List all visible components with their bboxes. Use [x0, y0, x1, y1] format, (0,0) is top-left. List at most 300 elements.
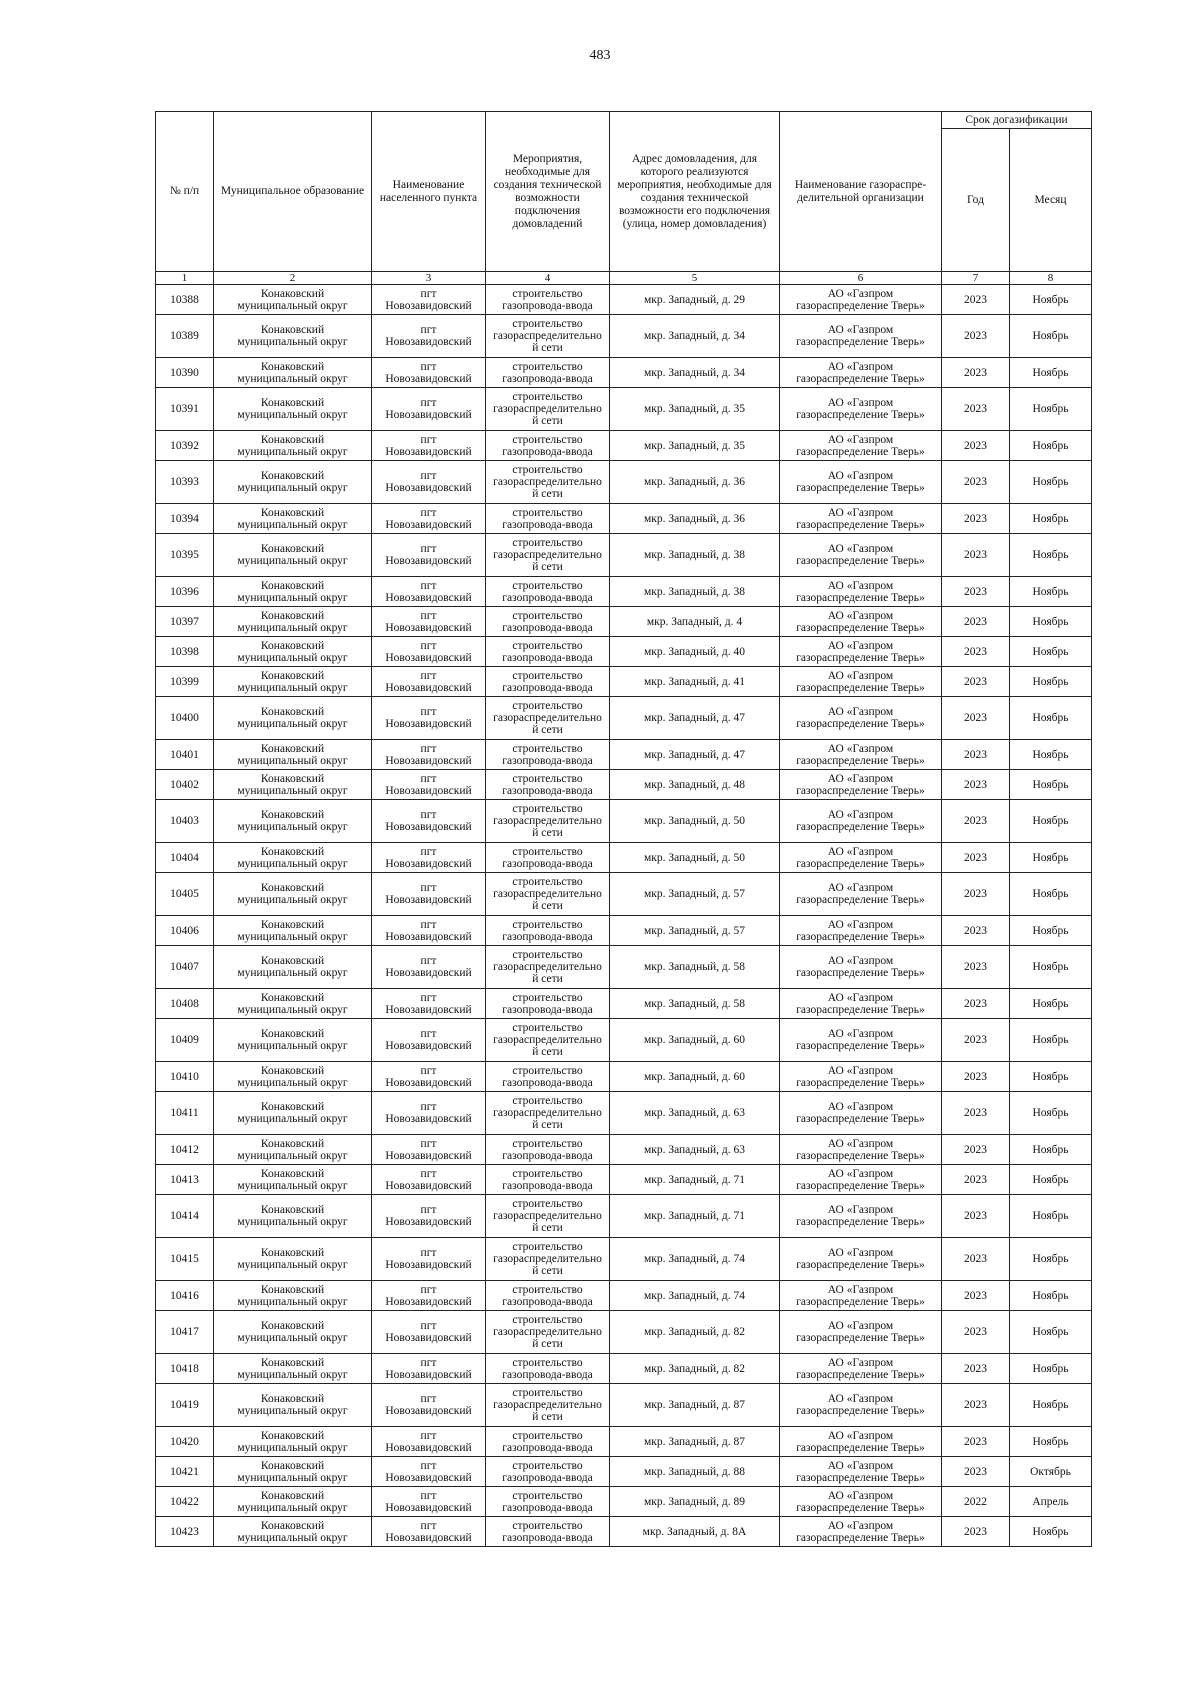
cell-settlement — [372, 697, 486, 740]
cell-measure-line: й сети — [532, 1265, 563, 1277]
cell-organization-line: газораспределение Тверь» — [796, 336, 925, 348]
cell-year: 2023 — [942, 1062, 1010, 1092]
cell-measure-line: газопровода-ввода — [502, 1501, 593, 1514]
cell-municipality-line: Конаковский — [260, 955, 325, 967]
cell-year: 2023 — [942, 1135, 1010, 1165]
cell-municipality — [214, 873, 372, 916]
cell-year: 2023 — [942, 1354, 1010, 1384]
table-row — [156, 989, 1092, 1019]
cell-settlement-line: пгт — [420, 845, 437, 858]
cell-settlement — [372, 1165, 486, 1195]
cell-settlement-line: Новозавидовский — [385, 591, 472, 604]
cell-num: 10419 — [156, 1384, 214, 1427]
cell-measure-line: газопровода-ввода — [502, 857, 593, 870]
cell-municipality-line: муниципальный округ — [237, 482, 348, 494]
cell-month: Ноябрь — [1010, 285, 1092, 315]
cell-num: 10395 — [156, 534, 214, 577]
cell-measure-line: строительство — [512, 1167, 583, 1180]
cell-month: Ноябрь — [1010, 504, 1092, 534]
cell-municipality-line: Конаковский — [260, 397, 325, 409]
cell-settlement — [372, 1019, 486, 1062]
cell-year: 2023 — [942, 1019, 1010, 1062]
cell-measure — [486, 989, 610, 1019]
cell-organization-line: газораспределение Тверь» — [796, 1259, 925, 1271]
cell-municipality-line: муниципальный округ — [237, 445, 348, 458]
cell-settlement — [372, 358, 486, 388]
cell-measure-line: газопровода-ввода — [502, 621, 593, 634]
cell-measure — [486, 740, 610, 770]
cell-settlement — [372, 1238, 486, 1281]
cell-organization-line: газораспределение Тверь» — [796, 651, 925, 664]
cell-municipality-line: муниципальный округ — [237, 372, 348, 385]
cell-municipality-line: Конаковский — [260, 1101, 325, 1113]
cell-municipality — [214, 1487, 372, 1517]
cell-municipality-line: муниципальный округ — [237, 336, 348, 348]
cell-settlement — [372, 1487, 486, 1517]
cell-organization-line: газораспределение Тверь» — [796, 1216, 925, 1228]
cell-measure — [486, 697, 610, 740]
cell-num: 10399 — [156, 667, 214, 697]
cell-organization-line: газораспределение Тверь» — [796, 754, 925, 767]
cell-measure — [486, 1135, 610, 1165]
column-number: 8 — [1010, 272, 1092, 285]
cell-measure-line: й сети — [532, 1411, 563, 1423]
cell-municipality-line: Конаковский — [260, 742, 325, 755]
cell-settlement-line: Новозавидовский — [385, 1040, 472, 1052]
cell-month: Ноябрь — [1010, 1019, 1092, 1062]
cell-organization — [780, 285, 942, 315]
cell-month: Ноябрь — [1010, 1165, 1092, 1195]
cell-measure — [486, 1311, 610, 1354]
cell-municipality-line: Конаковский — [260, 772, 325, 785]
cell-num: 10391 — [156, 388, 214, 431]
cell-measure-line: газораспределительно — [493, 1326, 602, 1338]
cell-organization-line: газораспределение Тверь» — [796, 299, 925, 312]
cell-address: мкр. Западный, д. 47 — [610, 697, 780, 740]
cell-municipality-line: муниципальный округ — [237, 1332, 348, 1344]
cell-organization-line: газораспределение Тверь» — [796, 372, 925, 385]
cell-settlement-line: пгт — [420, 669, 437, 682]
cell-settlement-line: пгт — [420, 1489, 437, 1502]
cell-municipality-line: Конаковский — [260, 991, 325, 1004]
cell-year: 2023 — [942, 388, 1010, 431]
cell-organization-line: газораспределение Тверь» — [796, 1295, 925, 1308]
cell-organization-line: АО «Газпром — [827, 543, 894, 555]
cell-num: 10390 — [156, 358, 214, 388]
cell-measure-line: газораспределительно — [493, 961, 602, 973]
cell-municipality-line: муниципальный округ — [237, 1040, 348, 1052]
cell-year: 2023 — [942, 800, 1010, 843]
cell-organization-line: АО «Газпром — [827, 360, 894, 373]
cell-settlement-line: Новозавидовский — [385, 1216, 472, 1228]
cell-address: мкр. Западный, д. 74 — [610, 1281, 780, 1311]
cell-month: Ноябрь — [1010, 1517, 1092, 1547]
cell-organization — [780, 607, 942, 637]
cell-organization-line: газораспределение Тверь» — [796, 1179, 925, 1192]
cell-settlement — [372, 388, 486, 431]
page-number: 483 — [589, 48, 611, 63]
cell-settlement-line: Новозавидовский — [385, 754, 472, 767]
cell-measure — [486, 504, 610, 534]
cell-settlement-line: Новозавидовский — [385, 967, 472, 979]
cell-measure-line: газопровода-ввода — [502, 1149, 593, 1162]
cell-measure-line: строительство — [512, 639, 583, 652]
cell-municipality — [214, 315, 372, 358]
cell-municipality — [214, 1165, 372, 1195]
cell-settlement-line: пгт — [420, 324, 437, 336]
cell-measure — [486, 1165, 610, 1195]
cell-measure-line: строительство — [512, 1314, 583, 1326]
cell-municipality-line: муниципальный округ — [237, 857, 348, 870]
cell-organization-line: АО «Газпром — [827, 845, 894, 858]
cell-municipality-line: Конаковский — [260, 639, 325, 652]
cell-num: 10389 — [156, 315, 214, 358]
cell-municipality-line: муниципальный округ — [237, 1259, 348, 1271]
cell-settlement-line: Новозавидовский — [385, 821, 472, 833]
cell-settlement-line: пгт — [420, 609, 437, 622]
cell-settlement-line: Новозавидовский — [385, 445, 472, 458]
cell-address: мкр. Западный, д. 36 — [610, 461, 780, 504]
cell-measure — [486, 358, 610, 388]
cell-organization-line: АО «Газпром — [827, 918, 894, 931]
cell-municipality — [214, 1281, 372, 1311]
cell-settlement-line: Новозавидовский — [385, 1332, 472, 1344]
cell-settlement-line: пгт — [420, 360, 437, 373]
cell-month: Ноябрь — [1010, 1062, 1092, 1092]
cell-municipality — [214, 1195, 372, 1238]
cell-settlement — [372, 1281, 486, 1311]
cell-month: Октябрь — [1010, 1457, 1092, 1487]
cell-municipality-line: Конаковский — [260, 360, 325, 373]
table-row — [156, 1457, 1092, 1487]
cell-month: Ноябрь — [1010, 1354, 1092, 1384]
cell-num: 10404 — [156, 843, 214, 873]
cell-settlement-line: Новозавидовский — [385, 784, 472, 797]
cell-municipality — [214, 770, 372, 800]
cell-measure — [486, 1354, 610, 1384]
cell-num: 10396 — [156, 577, 214, 607]
cell-settlement-line: пгт — [420, 1167, 437, 1180]
cell-measure-line: строительство — [512, 1459, 583, 1472]
cell-organization-line: газораспределение Тверь» — [796, 1531, 925, 1544]
cell-measure-line: й сети — [532, 488, 563, 500]
cell-settlement-line: пгт — [420, 1459, 437, 1472]
table-body — [156, 285, 1092, 1547]
cell-municipality-line: Конаковский — [260, 1356, 325, 1369]
column-number: 7 — [942, 272, 1010, 285]
cell-organization — [780, 388, 942, 431]
cell-year: 2023 — [942, 1457, 1010, 1487]
cell-municipality-line: муниципальный округ — [237, 1076, 348, 1089]
cell-month: Ноябрь — [1010, 989, 1092, 1019]
cell-municipality-line: Конаковский — [260, 1167, 325, 1180]
cell-organization-line: АО «Газпром — [827, 470, 894, 482]
cell-num: 10416 — [156, 1281, 214, 1311]
cell-settlement-line: Новозавидовский — [385, 894, 472, 906]
cell-settlement-line: пгт — [420, 1356, 437, 1369]
cell-measure-line: газопровода-ввода — [502, 445, 593, 458]
cell-organization — [780, 315, 942, 358]
cell-organization-line: АО «Газпром — [827, 639, 894, 652]
cell-month: Ноябрь — [1010, 740, 1092, 770]
cell-organization-line: АО «Газпром — [827, 579, 894, 592]
cell-measure — [486, 388, 610, 431]
cell-settlement-line: пгт — [420, 1283, 437, 1296]
cell-measure-line: строительство — [512, 537, 583, 549]
cell-municipality — [214, 637, 372, 667]
cell-municipality — [214, 1427, 372, 1457]
cell-year: 2023 — [942, 1427, 1010, 1457]
cell-organization — [780, 1427, 942, 1457]
cell-municipality — [214, 1384, 372, 1427]
cell-year: 2023 — [942, 916, 1010, 946]
cell-organization — [780, 1311, 942, 1354]
cell-measure-line: газопровода-ввода — [502, 591, 593, 604]
cell-municipality-line: муниципальный округ — [237, 555, 348, 567]
cell-num: 10411 — [156, 1092, 214, 1135]
cell-organization-line: АО «Газпром — [827, 1283, 894, 1296]
cell-organization — [780, 1354, 942, 1384]
cell-measure-line: строительство — [512, 287, 583, 300]
cell-month: Ноябрь — [1010, 577, 1092, 607]
cell-measure-line: строительство — [512, 433, 583, 446]
cell-measure-line: й сети — [532, 342, 563, 354]
cell-num: 10398 — [156, 637, 214, 667]
cell-organization-line: АО «Газпром — [827, 1489, 894, 1502]
cell-year: 2023 — [942, 358, 1010, 388]
cell-organization-line: газораспределение Тверь» — [796, 894, 925, 906]
cell-settlement-line: пгт — [420, 1028, 437, 1040]
cell-measure-line: газопровода-ввода — [502, 299, 593, 312]
cell-settlement-line: пгт — [420, 1429, 437, 1442]
header-month: Месяц — [1010, 129, 1092, 272]
cell-num: 10408 — [156, 989, 214, 1019]
cell-organization — [780, 1019, 942, 1062]
cell-measure — [486, 1019, 610, 1062]
cell-year: 2023 — [942, 1311, 1010, 1354]
cell-settlement-line: пгт — [420, 639, 437, 652]
cell-municipality-line: муниципальный округ — [237, 1179, 348, 1192]
cell-organization — [780, 1517, 942, 1547]
cell-organization — [780, 740, 942, 770]
cell-settlement-line: пгт — [420, 1137, 437, 1150]
cell-measure — [486, 1238, 610, 1281]
cell-organization-line: АО «Газпром — [827, 809, 894, 821]
cell-num: 10393 — [156, 461, 214, 504]
cell-address: мкр. Западный, д. 89 — [610, 1487, 780, 1517]
cell-municipality-line: муниципальный округ — [237, 621, 348, 634]
cell-settlement-line: пгт — [420, 1101, 437, 1113]
table-row — [156, 740, 1092, 770]
table-row — [156, 315, 1092, 358]
table-row — [156, 1354, 1092, 1384]
cell-measure-line: строительство — [512, 579, 583, 592]
cell-organization-line: АО «Газпром — [827, 1247, 894, 1259]
cell-month: Ноябрь — [1010, 946, 1092, 989]
cell-municipality-line: Конаковский — [260, 706, 325, 718]
cell-municipality — [214, 946, 372, 989]
cell-address: мкр. Западный, д. 88 — [610, 1457, 780, 1487]
cell-organization — [780, 637, 942, 667]
cell-municipality — [214, 577, 372, 607]
cell-settlement-line: пгт — [420, 1393, 437, 1405]
cell-settlement — [372, 1092, 486, 1135]
cell-num: 10392 — [156, 431, 214, 461]
cell-month: Ноябрь — [1010, 1238, 1092, 1281]
cell-organization-line: АО «Газпром — [827, 772, 894, 785]
cell-organization — [780, 461, 942, 504]
cell-municipality-line: муниципальный округ — [237, 821, 348, 833]
cell-organization-line: газораспределение Тверь» — [796, 1501, 925, 1514]
cell-year: 2023 — [942, 285, 1010, 315]
cell-settlement-line: Новозавидовский — [385, 718, 472, 730]
cell-municipality — [214, 1092, 372, 1135]
cell-organization — [780, 1487, 942, 1517]
cell-municipality-line: Конаковский — [260, 882, 325, 894]
cell-municipality — [214, 461, 372, 504]
cell-municipality-line: Конаковский — [260, 506, 325, 519]
cell-municipality-line: муниципальный округ — [237, 1149, 348, 1162]
cell-municipality-line: Конаковский — [260, 1519, 325, 1532]
cell-organization-line: АО «Газпром — [827, 1064, 894, 1077]
cell-organization-line: АО «Газпром — [827, 991, 894, 1004]
cell-municipality-line: муниципальный округ — [237, 1295, 348, 1308]
cell-municipality-line: муниципальный округ — [237, 754, 348, 767]
cell-settlement — [372, 1517, 486, 1547]
cell-municipality — [214, 504, 372, 534]
cell-month: Ноябрь — [1010, 800, 1092, 843]
cell-measure — [486, 916, 610, 946]
table-row — [156, 1238, 1092, 1281]
cell-organization — [780, 504, 942, 534]
cell-municipality-line: муниципальный округ — [237, 1441, 348, 1454]
cell-settlement-line: Новозавидовский — [385, 1076, 472, 1089]
cell-year: 2023 — [942, 667, 1010, 697]
table-row — [156, 1165, 1092, 1195]
cell-measure-line: й сети — [532, 827, 563, 839]
cell-municipality-line: Конаковский — [260, 1283, 325, 1296]
cell-organization-line: газораспределение Тверь» — [796, 591, 925, 604]
cell-measure — [486, 1384, 610, 1427]
cell-measure-line: газопровода-ввода — [502, 1471, 593, 1484]
cell-measure-line: газопровода-ввода — [502, 518, 593, 531]
cell-organization — [780, 1092, 942, 1135]
cell-address: мкр. Западный, д. 40 — [610, 637, 780, 667]
cell-measure-line: газораспределительно — [493, 1210, 602, 1222]
table-row — [156, 1427, 1092, 1457]
cell-settlement-line: Новозавидовский — [385, 1501, 472, 1514]
cell-organization — [780, 1238, 942, 1281]
cell-measure-line: газопровода-ввода — [502, 651, 593, 664]
cell-organization-line: АО «Газпром — [827, 1204, 894, 1216]
cell-measure-line: строительство — [512, 700, 583, 712]
cell-measure — [486, 843, 610, 873]
table-row — [156, 431, 1092, 461]
cell-settlement-line: пгт — [420, 543, 437, 555]
table-row — [156, 873, 1092, 916]
cell-settlement — [372, 1457, 486, 1487]
cell-municipality — [214, 740, 372, 770]
cell-year: 2023 — [942, 946, 1010, 989]
cell-settlement-line: Новозавидовский — [385, 409, 472, 421]
cell-municipality-line: Конаковский — [260, 1247, 325, 1259]
cell-settlement-line: Новозавидовский — [385, 1179, 472, 1192]
cell-address: мкр. Западный, д. 41 — [610, 667, 780, 697]
cell-measure-line: газопровода-ввода — [502, 754, 593, 767]
cell-month: Ноябрь — [1010, 1092, 1092, 1135]
cell-settlement-line: Новозавидовский — [385, 1471, 472, 1484]
cell-measure — [486, 607, 610, 637]
cell-measure-line: газопровода-ввода — [502, 1295, 593, 1308]
cell-organization — [780, 1281, 942, 1311]
cell-organization — [780, 1195, 942, 1238]
cell-municipality — [214, 1062, 372, 1092]
cell-year: 2023 — [942, 989, 1010, 1019]
cell-organization-line: АО «Газпром — [827, 609, 894, 622]
cell-address: мкр. Западный, д. 50 — [610, 800, 780, 843]
table-row — [156, 1487, 1092, 1517]
cell-month: Ноябрь — [1010, 873, 1092, 916]
cell-settlement-line: Новозавидовский — [385, 1295, 472, 1308]
cell-organization-line: газораспределение Тверь» — [796, 1368, 925, 1381]
cell-year: 2023 — [942, 1384, 1010, 1427]
cell-municipality-line: Конаковский — [260, 669, 325, 682]
cell-measure-line: строительство — [512, 918, 583, 931]
cell-settlement — [372, 843, 486, 873]
cell-organization-line: АО «Газпром — [827, 324, 894, 336]
cell-month: Ноябрь — [1010, 770, 1092, 800]
cell-municipality — [214, 1457, 372, 1487]
cell-num: 10417 — [156, 1311, 214, 1354]
cell-address: мкр. Западный, д. 71 — [610, 1165, 780, 1195]
cell-measure-line: й сети — [532, 561, 563, 573]
cell-measure-line: строительство — [512, 1387, 583, 1399]
cell-month: Ноябрь — [1010, 1384, 1092, 1427]
header-measures: Мероприятия, необходимые для создания технической возможности подключения домовладений — [486, 112, 610, 272]
cell-settlement-line: пгт — [420, 772, 437, 785]
cell-organization — [780, 843, 942, 873]
cell-address: мкр. Западный, д. 38 — [610, 534, 780, 577]
cell-measure — [486, 800, 610, 843]
cell-address: мкр. Западный, д. 60 — [610, 1019, 780, 1062]
cell-month: Ноябрь — [1010, 843, 1092, 873]
cell-settlement-line: пгт — [420, 579, 437, 592]
cell-month: Ноябрь — [1010, 388, 1092, 431]
cell-municipality-line: Конаковский — [260, 845, 325, 858]
cell-measure-line: й сети — [532, 1338, 563, 1350]
cell-measure-line: строительство — [512, 1137, 583, 1150]
cell-organization — [780, 1457, 942, 1487]
cell-measure-line: строительство — [512, 1022, 583, 1034]
cell-organization-line: газораспределение Тверь» — [796, 821, 925, 833]
cell-organization — [780, 916, 942, 946]
cell-measure-line: газораспределительно — [493, 330, 602, 342]
table-row — [156, 1311, 1092, 1354]
cell-measure-line: газораспределительно — [493, 549, 602, 561]
cell-municipality-line: Конаковский — [260, 809, 325, 821]
cell-municipality — [214, 1019, 372, 1062]
cell-municipality — [214, 1311, 372, 1354]
cell-month: Ноябрь — [1010, 1195, 1092, 1238]
cell-organization — [780, 667, 942, 697]
cell-settlement-line: пгт — [420, 506, 437, 519]
cell-measure-line: строительство — [512, 876, 583, 888]
cell-organization-line: АО «Газпром — [827, 1101, 894, 1113]
cell-num: 10397 — [156, 607, 214, 637]
cell-municipality — [214, 989, 372, 1019]
cell-settlement-line: пгт — [420, 706, 437, 718]
cell-address: мкр. Западный, д. 34 — [610, 315, 780, 358]
